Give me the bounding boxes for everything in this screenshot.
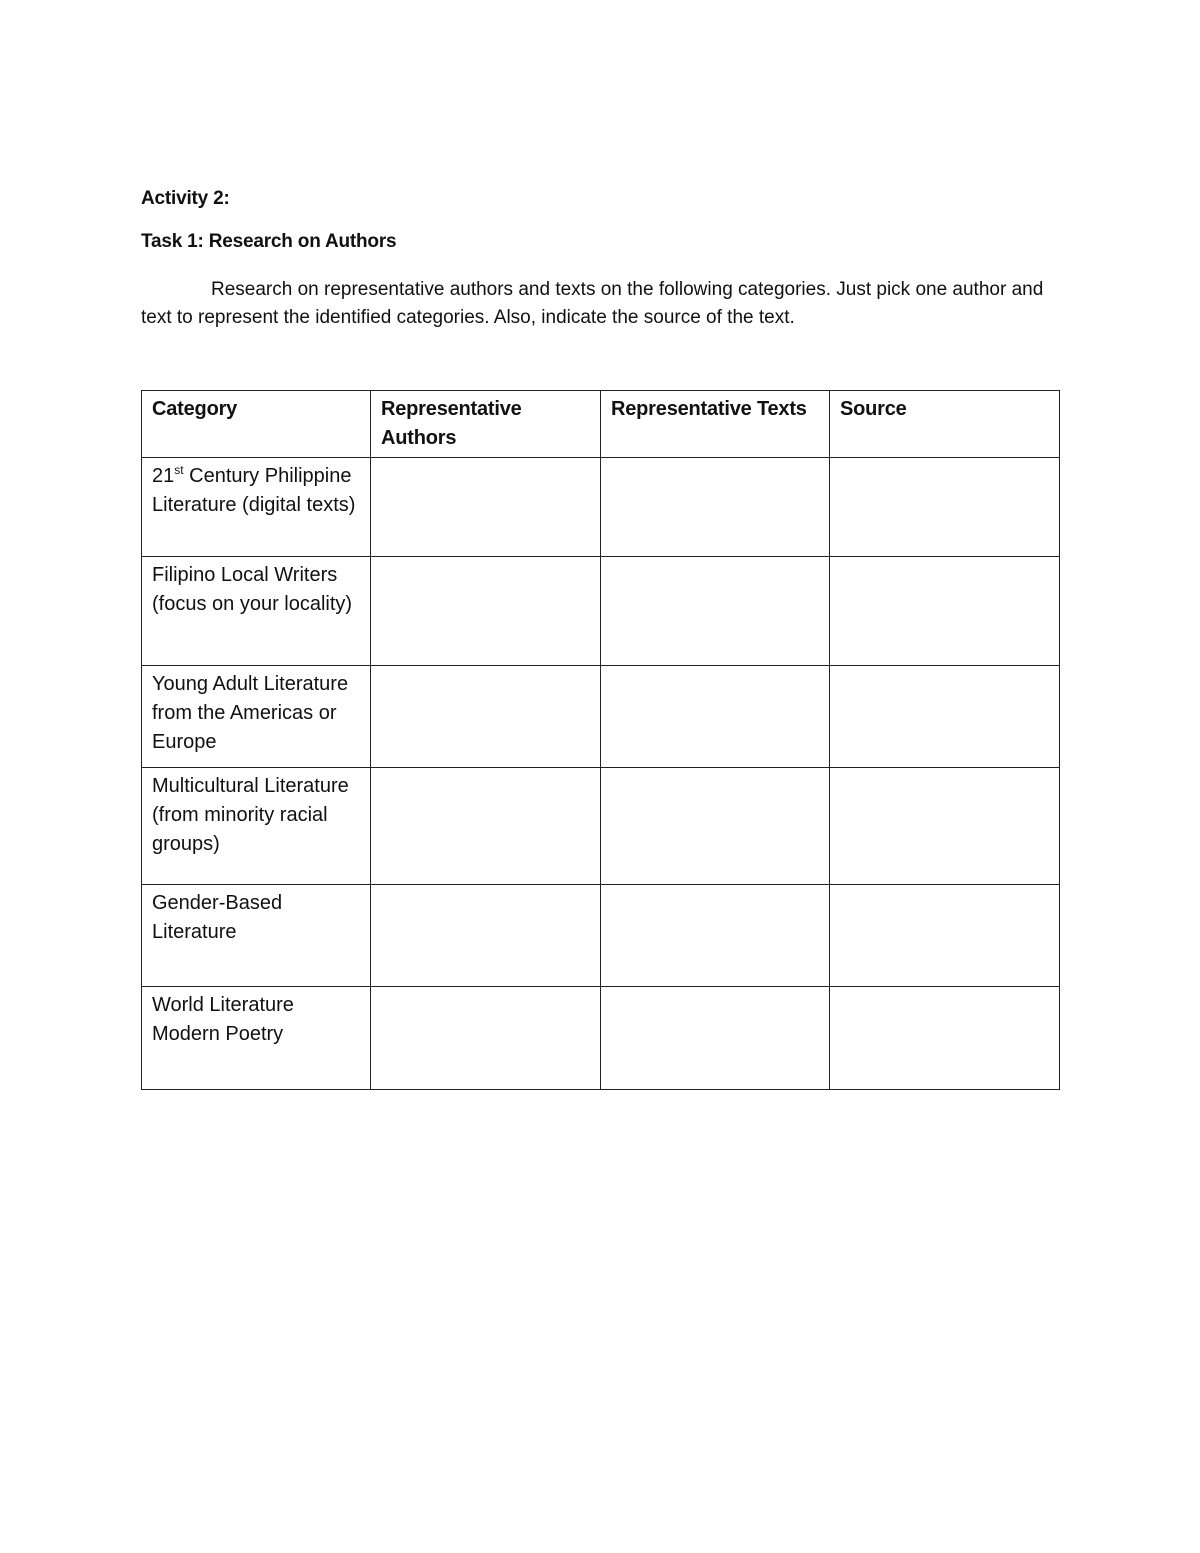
- header-texts: Representative Texts: [601, 391, 830, 458]
- authors-cell[interactable]: [371, 768, 601, 885]
- header-source: Source: [830, 391, 1060, 458]
- authors-cell[interactable]: [371, 885, 601, 987]
- texts-cell[interactable]: [601, 557, 830, 666]
- table-row: [142, 885, 1060, 987]
- source-cell[interactable]: [830, 458, 1060, 557]
- texts-cell[interactable]: [601, 666, 830, 768]
- category-cell: Filipino Local Writers (focus on your locality): [142, 557, 371, 666]
- source-cell[interactable]: [830, 885, 1060, 987]
- instructions-paragraph: [141, 276, 1061, 332]
- table-row: [142, 458, 1060, 557]
- category-cell: Multicultural Literature (from minority racial groups): [142, 768, 371, 885]
- texts-cell[interactable]: [601, 458, 830, 557]
- source-cell[interactable]: [830, 768, 1060, 885]
- category-cell: [142, 458, 371, 557]
- table-row: [142, 666, 1060, 768]
- texts-cell[interactable]: [601, 768, 830, 885]
- category-label: Century Philippine Literature (digital texts): [152, 465, 356, 516]
- source-cell[interactable]: [830, 557, 1060, 666]
- table-row: [142, 987, 1060, 1090]
- table-row: [142, 768, 1060, 885]
- table-header-row: [142, 391, 1060, 458]
- texts-cell[interactable]: [601, 987, 830, 1090]
- authors-cell[interactable]: [371, 557, 601, 666]
- category-cell: Young Adult Literature from the Americas or Europe: [142, 666, 371, 768]
- source-cell[interactable]: [830, 987, 1060, 1090]
- texts-cell[interactable]: [601, 885, 830, 987]
- category-superscript: st: [174, 463, 184, 477]
- authors-cell[interactable]: [371, 458, 601, 557]
- research-table: [141, 390, 1060, 1090]
- table-row: [142, 557, 1060, 666]
- task-title: Task 1: Research on Authors: [141, 231, 397, 252]
- category-cell: World Literature Modern Poetry: [142, 987, 371, 1090]
- category-cell: Gender-Based Literature: [142, 885, 371, 987]
- activity-title: Activity 2:: [141, 188, 230, 209]
- source-cell[interactable]: [830, 666, 1060, 768]
- category-prefix: 21: [152, 465, 175, 487]
- header-authors: Representative Authors: [371, 391, 601, 458]
- authors-cell[interactable]: [371, 666, 601, 768]
- header-category: Category: [142, 391, 371, 458]
- authors-cell[interactable]: [371, 987, 601, 1090]
- instructions-text: Research on representative authors and texts on the following categories. Just pick one author and text to represent the identified categories. Also, indicate the source of the text.: [141, 279, 1044, 328]
